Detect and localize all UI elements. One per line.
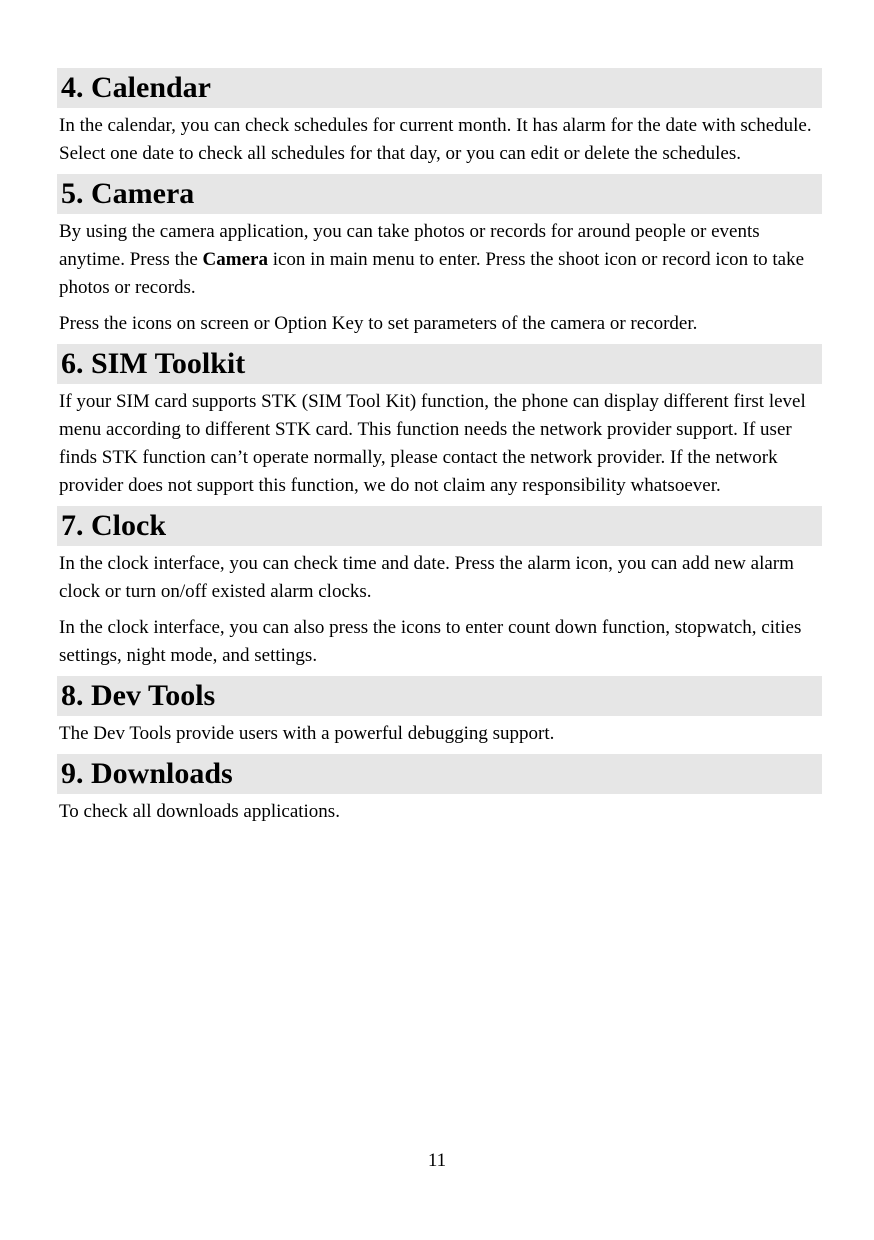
camera-paragraph-2: Press the icons on screen or Option Key to set parameters of the camera or recorder.	[59, 313, 698, 334]
sim-toolkit-paragraph: If your SIM card supports STK (SIM Tool Kit) function, the phone can display different first level menu according to different STK card. This function needs the network provider support. If user finds STK function can’t operate normally, please contact the network provider. If the network provider does not support this function, we do not claim any responsibility whatsoever.	[59, 391, 806, 496]
section-heading-camera: 5. Camera	[57, 174, 822, 214]
section-heading-downloads: 9. Downloads	[57, 754, 822, 794]
camera-paragraph-1-before: By using the camera application, you can take photos or records for around people or events anytime. Press the	[59, 221, 760, 270]
section-heading-clock: 7. Clock	[57, 506, 822, 546]
section-heading-calendar: 4. Calendar	[57, 68, 822, 108]
camera-paragraph-1	[57, 218, 822, 302]
downloads-paragraph: To check all downloads applications.	[59, 801, 340, 822]
section-heading-sim-toolkit: 6. SIM Toolkit	[57, 344, 822, 384]
page-number: 11	[427, 1150, 447, 1171]
camera-keyword: Camera	[202, 249, 268, 270]
clock-paragraph-1: In the clock interface, you can check time and date. Press the alarm icon, you can add new alarm clock or turn on/off existed alarm clocks.	[59, 553, 794, 602]
calendar-paragraph: In the calendar, you can check schedules for current month. It has alarm for the date with schedule. Select one date to check all schedules for that day, or you can edit or delete the schedules.	[59, 115, 812, 164]
clock-paragraph-2: In the clock interface, you can also press the icons to enter count down function, stopwatch, cities settings, night mode, and settings.	[59, 617, 802, 666]
section-heading-dev-tools: 8. Dev Tools	[57, 676, 822, 716]
camera-paragraph-1-after: icon in main menu to enter. Press the shoot icon or record icon to take photos or records.	[59, 249, 805, 298]
manual-page	[57, 68, 822, 826]
dev-tools-paragraph: The Dev Tools provide users with a powerful debugging support.	[59, 723, 555, 744]
